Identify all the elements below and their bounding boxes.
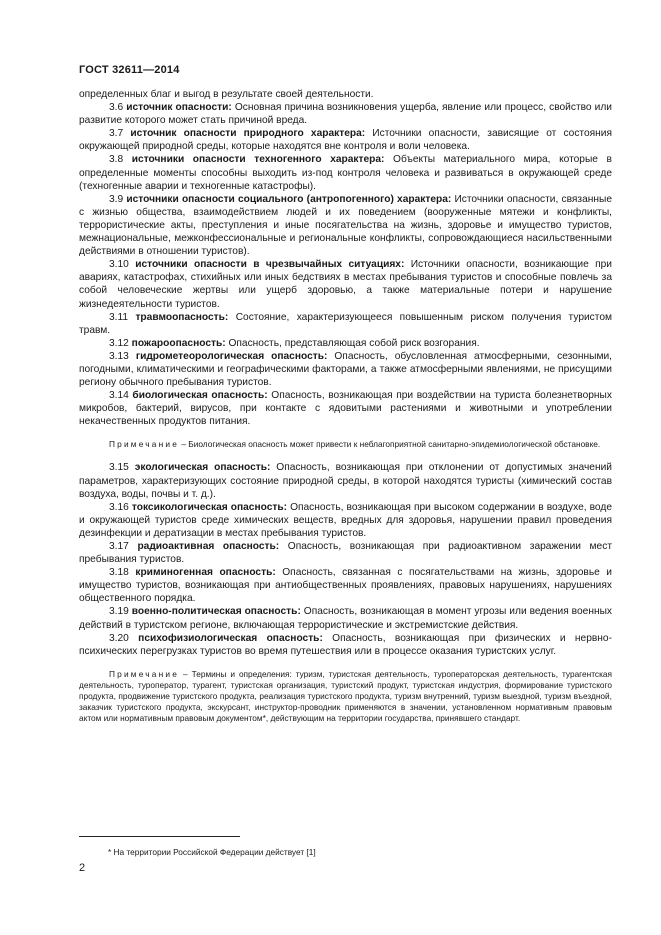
definition-3-6: 3.6 источник опасности: Основная причина возникновения ущерба, явление или процесс, свойство или развитие которого может стать причиной вреда. xyxy=(79,102,612,127)
note-biological: Примечание – Биологическая опасность может привести к неблагоприятной санитарно-эпидемиологической обстановке. xyxy=(109,439,601,450)
definition-3-13: 3.13 гидрометеорологическая опасность: Опасность, обусловленная атмосферными, сезонными, погодными, климатическими и географическими факторами, а также атмосферными явлениями, не присущими региону обычного пребывания туристов. xyxy=(79,350,612,389)
page-number: 2 xyxy=(79,862,86,874)
footnote: * На территории Российской Федерации действует [1] xyxy=(108,847,316,857)
definition-3-11: 3.11 травмоопасность: Состояние, характеризующееся повышенным риском получения туристом травм. xyxy=(79,311,612,336)
footnote-divider xyxy=(79,836,240,837)
definition-3-10: 3.10 источники опасности в чрезвычайных ситуациях: Источники опасности, возникающие при авариях, катастрофах, стихийных или иных бедствиях в местах пребывания туристов и способные повлечь за собой человеческие жертвы или ущерб здоровью, а также материальные потери и нарушение жизнедеятельности туристов. xyxy=(79,259,612,310)
definition-3-17: 3.17 радиоактивная опасность: Опасность, возникающая при радиоактивном заражении мест пребывания туристов. xyxy=(79,541,612,566)
note-terms: Примечание – Термины и определения: туризм, туристская деятельность, туроператорская деятельность, турагентская деятельность, туроператор, турагент, туристская организация, туристский продукт, туристская индустрия, формирование туристского продукта, продвижение туристского продукта, реализация туристского продукта, туризм внутренний, туризм выездной, туризм въездной, заказчик туристского продукта, экскурсант, инструктор-проводник применяются в значении, установленном нормативным правовым актом или нормативным правовым документом*, действующим на территории государства, принявшего стандарт. xyxy=(79,668,612,723)
document-header: ГОСТ 32611—2014 xyxy=(79,64,180,76)
definition-3-20: 3.20 психофизиологическая опасность: Опасность, возникающая при физических и нервно-психических перегрузках туристов во время путешествия или в процессе оказания туристских услуг. xyxy=(79,632,612,657)
intro-paragraph: определенных благ и выгод в результате своей деятельности. xyxy=(79,89,374,100)
definition-3-7: 3.7 источник опасности природного характера: Источники опасности, зависящие от состояния окружающей природной среды, которые находятся вне контроля и воли человека. xyxy=(79,128,612,153)
definition-3-16: 3.16 токсикологическая опасность: Опасность, возникающая при высоком содержании в воздухе, воде и окружающей туристов среде химических веществ, вредных для здоровья, нарушении правил проведения дезинфекции и дератизации в местах пребывания туристов. xyxy=(79,501,612,539)
document-body xyxy=(79,88,612,724)
definition-3-14: 3.14 биологическая опасность: Опасность, возникающая при воздействии на туриста болезнетворных микробов, бактерий, вирусов, при контакте с ядовитыми растениями и животными и употреблении некачественных продуктов питания. xyxy=(79,390,612,428)
definition-3-18: 3.18 криминогенная опасность: Опасность, связанная с посягательствами на жизнь, здоровье и имущество туристов, возникающая при антиобщественных проявлениях, правовых нарушениях, нарушениях общественного порядка. xyxy=(79,567,612,605)
definition-3-12: 3.12 пожароопасность: Опасность, представляющая собой риск возгорания. xyxy=(109,337,480,349)
definition-3-8: 3.8 источники опасности техногенного характера: Объекты материального мира, которые в определенные моменты способны выходить из-под контроля человека и развиваться в окружающей среде (техногенные аварии и техногенные катастрофы). xyxy=(79,154,612,192)
definition-3-9: 3.9 источники опасности социального (антропогенного) характера: Источники опасности, связанные с жизнью общества, взаимодействием людей и их поведением (вооруженные мятежи и конфликты, террористические акты, преступления и иные посягательства на жизнь, здоровье и имущество туристов, межнациональные, межконфессиональные и региональные конфликты, сопровождающиеся насильственными действиями в отношении туристов). xyxy=(79,193,612,258)
definition-3-19: 3.19 военно-политическая опасность: Опасность, возникающая в момент угрозы или ведения военных действий в туристском регионе, включающая террористические и экстремистские действия. xyxy=(79,606,612,631)
definition-3-15: 3.15 экологическая опасность: Опасность, возникающая при отклонении от допустимых значений параметров, характеризующих состояние природной среды, в которой находятся туристы (химический состав воздуха, воды, почвы и т. д.). xyxy=(79,462,612,500)
